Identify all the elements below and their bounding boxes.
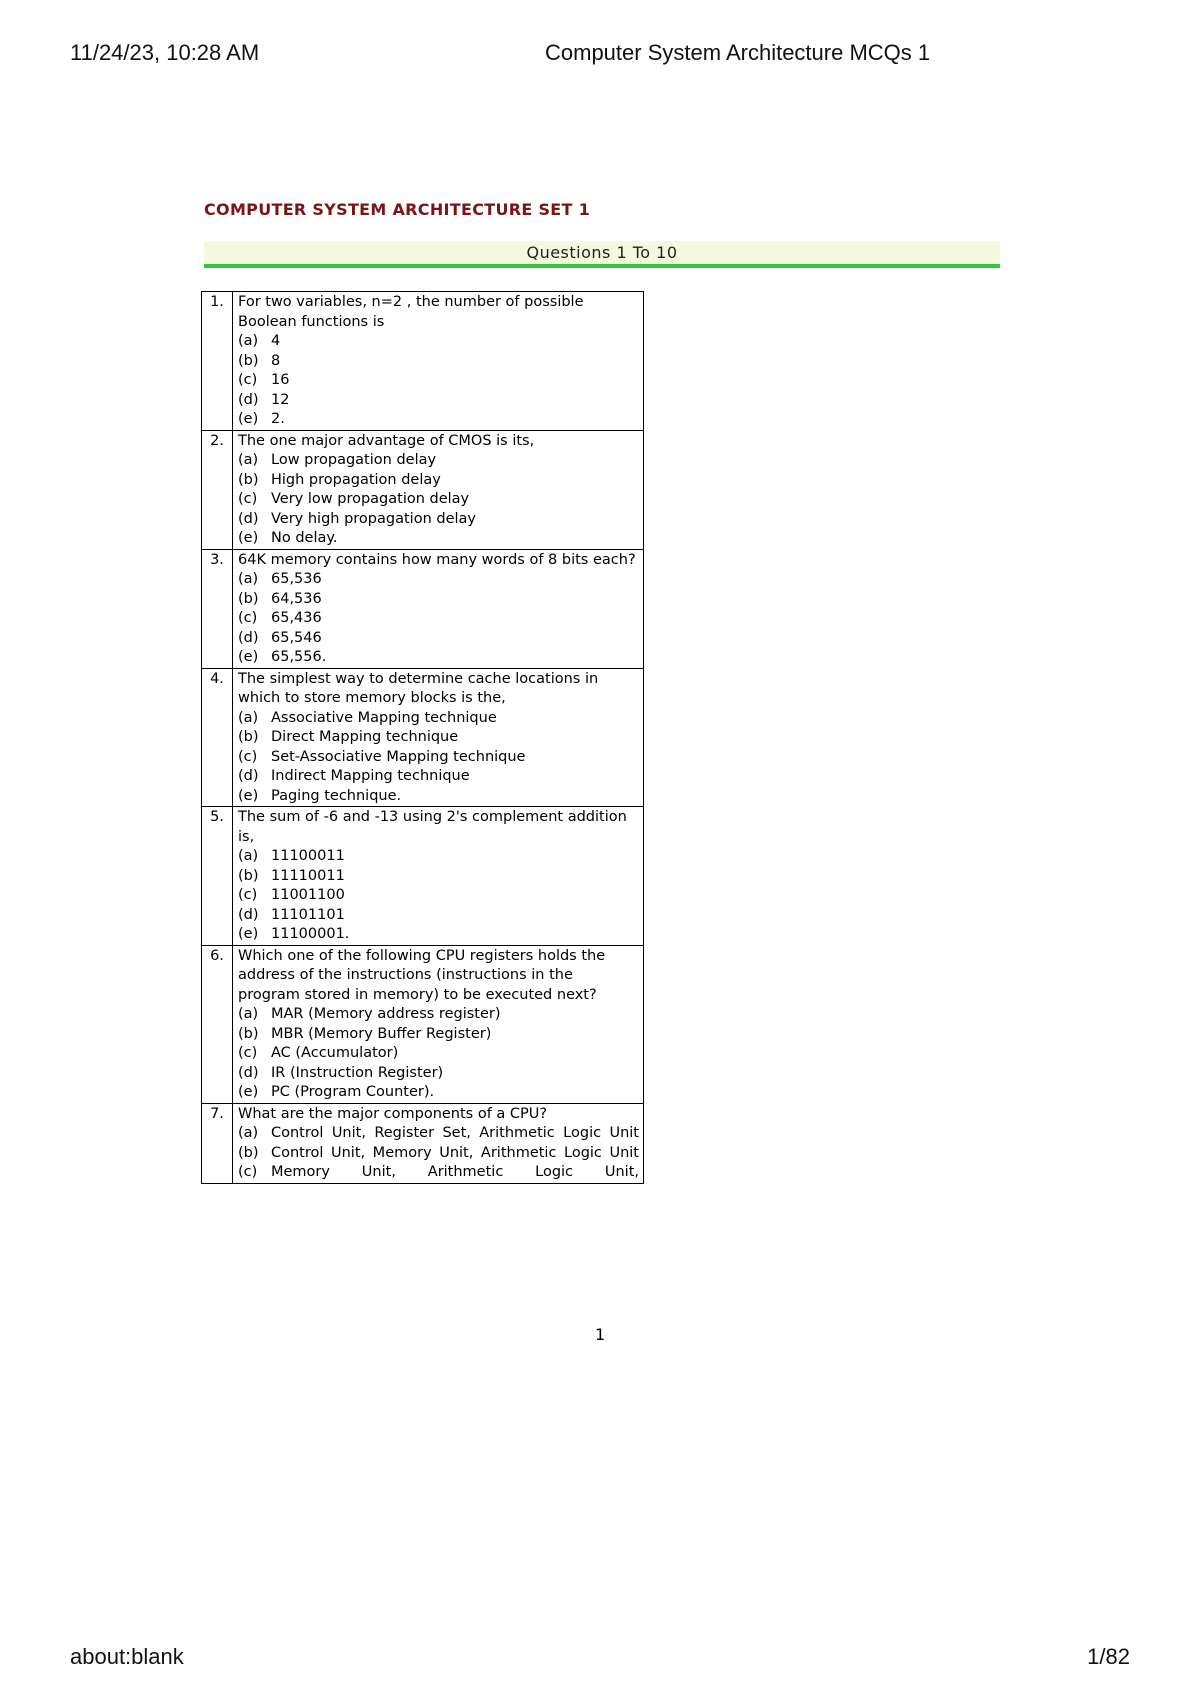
question-number: 4. [202,668,233,807]
option-key: (d) [238,1064,259,1081]
option-text: Very low propagation delay [271,491,470,507]
answer-option [238,906,639,926]
option-text: 65,546 [271,629,322,646]
option-key: (b) [238,729,259,745]
answer-option [238,609,639,629]
option-key: (a) [238,1125,259,1141]
option-key: (e) [238,530,259,546]
question-text: 64K memory contains how many words of 8 bits each? [238,551,636,568]
answer-option [238,847,639,867]
answer-option [238,451,639,471]
question-number: 1. [202,292,233,431]
option-key: (c) [238,748,258,765]
option-key: (e) [238,926,259,942]
option-key: (a) [238,848,259,864]
answer-option [238,728,639,748]
option-key: (a) [238,709,259,726]
question-cell [233,1103,644,1183]
option-key: (d) [238,391,259,408]
answer-option [238,629,639,649]
question-cell [233,668,644,807]
answer-option [238,1124,639,1144]
question-number: 5. [202,807,233,946]
option-key: (d) [238,629,259,646]
question-cell [233,292,644,431]
option-text: 65,556. [271,649,327,665]
option-key: (c) [238,372,258,388]
answer-option [238,1144,639,1164]
answer-option [238,371,639,391]
option-text: Set-Associative Mapping technique [271,748,526,765]
answer-option [238,529,639,549]
answer-option [238,1005,639,1025]
option-text: Associative Mapping technique [271,709,497,726]
option-text: Memory Unit, Arithmetic Logic Unit, [271,1164,639,1180]
print-url: about:blank [70,1644,184,1669]
question-row [202,549,644,668]
option-text: 65,536 [271,571,322,587]
answer-option [238,1025,639,1045]
option-text: 11100001. [271,926,350,942]
option-text: 11100011 [271,848,345,864]
answer-option [238,767,639,787]
answer-option [238,1083,639,1103]
option-key: (d) [238,768,259,784]
answer-option [238,1064,639,1084]
option-key: (c) [238,887,258,903]
question-row [202,945,644,1103]
document-title: COMPUTER SYSTEM ARCHITECTURE SET 1 [204,200,591,219]
option-text: 64,536 [271,590,322,607]
option-key: (e) [238,1084,259,1100]
answer-option [238,648,639,668]
question-text: For two variables, n=2 , the number of possible Boolean functions is [238,294,584,330]
option-text: AC (Accumulator) [271,1045,399,1061]
question-cell [233,807,644,946]
question-text: The sum of -6 and -13 using 2's complement addition is, [238,809,627,845]
option-key: (b) [238,1025,259,1042]
answer-option [238,709,639,729]
option-text: 16 [271,372,290,388]
option-key: (e) [238,649,259,665]
answer-option [238,925,639,945]
option-text: Paging technique. [271,787,402,804]
option-text: Direct Mapping technique [271,729,459,745]
answer-option [238,490,639,510]
question-cell [233,549,644,668]
question-row [202,1103,644,1183]
section-heading: Questions 1 To 10 [204,241,1000,268]
answer-option [238,570,639,590]
answer-option [238,1044,639,1064]
option-text: 11110011 [271,867,345,884]
question-number: 3. [202,549,233,668]
option-key: (b) [238,590,259,607]
option-text: Low propagation delay [271,452,437,468]
answer-option [238,748,639,768]
question-cell [233,945,644,1103]
question-number: 2. [202,430,233,549]
option-text: Control Unit, Memory Unit, Arithmetic Logic Unit [271,1144,639,1161]
option-key: (b) [238,1144,259,1161]
questions-table [201,291,644,1184]
answer-option [238,590,639,610]
option-text: 2. [271,411,285,427]
option-key: (c) [238,491,258,507]
option-key: (a) [238,333,259,349]
option-key: (a) [238,571,259,587]
option-text: MAR (Memory address register) [271,1006,501,1022]
option-key: (d) [238,510,259,527]
question-number: 6. [202,945,233,1103]
print-page-title: Computer System Architecture MCQs 1 [545,40,931,65]
question-text: Which one of the following CPU registers holds the address of the instructions (instructions in the program stored in memory) to be executed next? [238,947,606,1003]
question-text: The one major advantage of CMOS is its, [238,432,535,449]
question-row [202,807,644,946]
option-text: 12 [271,391,290,408]
option-text: IR (Instruction Register) [271,1064,444,1081]
option-text: 4 [271,333,281,349]
answer-option [238,510,639,530]
question-text: What are the major components of a CPU? [238,1105,548,1122]
page-number: 1 [595,1325,606,1344]
question-cell [233,430,644,549]
answer-option [238,391,639,411]
answer-option [238,410,639,430]
option-text: Very high propagation delay [271,510,476,527]
question-number: 7. [202,1103,233,1183]
option-key: (c) [238,1045,258,1061]
option-key: (b) [238,867,259,884]
option-key: (a) [238,452,259,468]
answer-option [238,332,639,352]
answer-option [238,352,639,372]
print-page-count: 1/82 [1087,1644,1130,1669]
question-row [202,292,644,431]
answer-option [238,471,639,491]
option-text: High propagation delay [271,471,441,488]
option-key: (e) [238,787,259,804]
option-text: Indirect Mapping technique [271,768,470,784]
option-text: MBR (Memory Buffer Register) [271,1025,492,1042]
answer-option [238,1163,639,1183]
question-row [202,430,644,549]
answer-option [238,787,639,807]
option-text: Control Unit, Register Set, Arithmetic Logic Unit [271,1125,639,1141]
answer-option [238,867,639,887]
question-text: The simplest way to determine cache locations in which to store memory blocks is the, [238,670,599,706]
option-text: No delay. [271,530,338,546]
option-key: (b) [238,471,259,488]
option-key: (c) [238,610,258,626]
option-key: (e) [238,411,259,427]
option-key: (c) [238,1164,258,1180]
question-row [202,668,644,807]
option-key: (d) [238,906,259,923]
option-text: 8 [271,352,281,369]
option-key: (a) [238,1006,259,1022]
option-text: PC (Program Counter). [271,1084,435,1100]
option-text: 65,436 [271,610,322,626]
option-text: 11001100 [271,887,345,903]
answer-option [238,886,639,906]
print-datetime: 11/24/23, 10:28 AM [70,40,260,65]
option-text: 11101101 [271,906,345,923]
option-key: (b) [238,352,259,369]
